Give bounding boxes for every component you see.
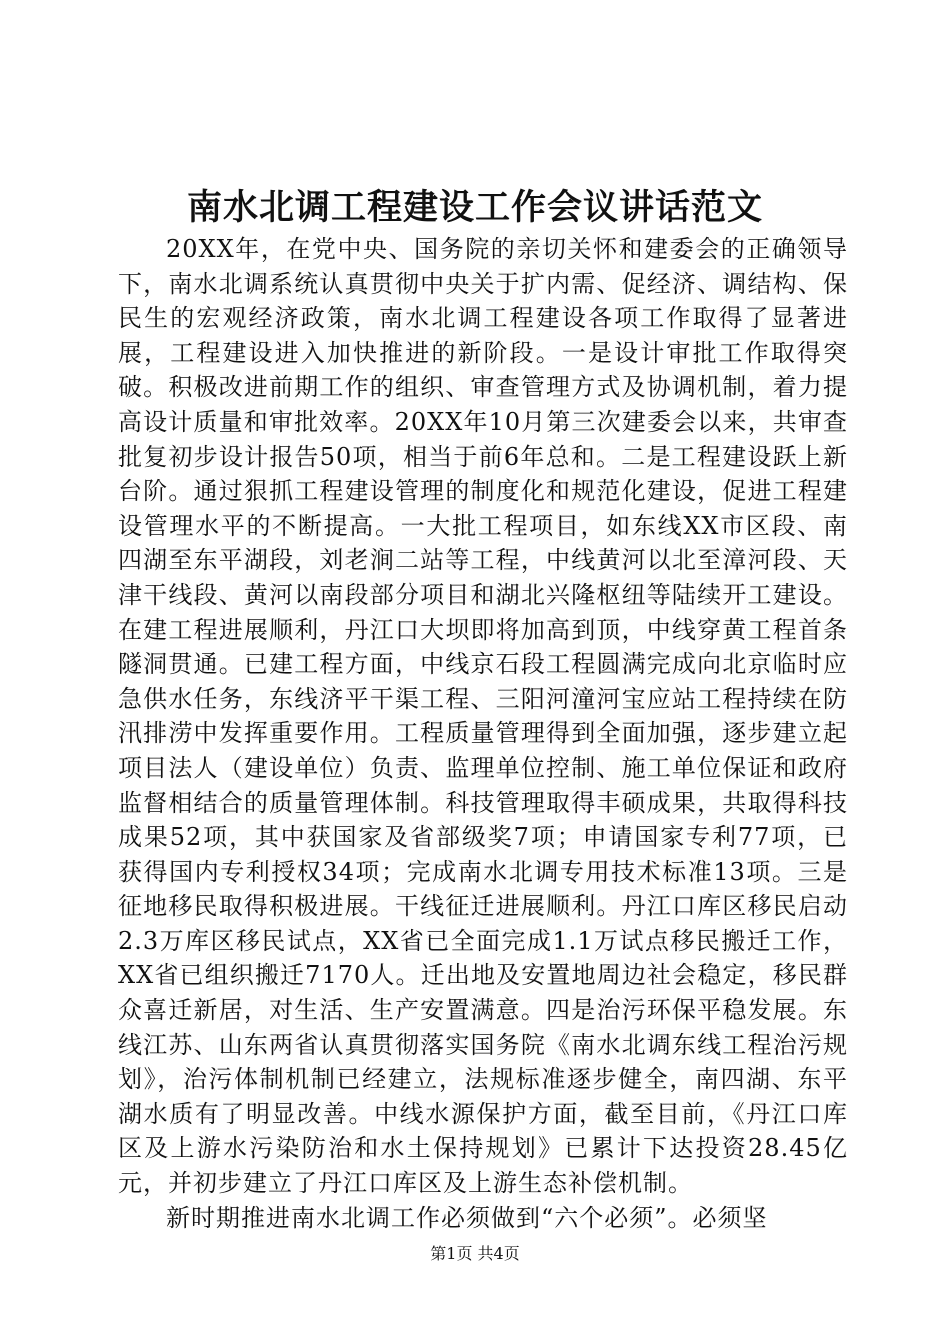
paragraph-2: 新时期推进南水北调工作必须做到“六个必须”。必须坚 [166,1203,768,1232]
page-footer: 第1页 共4页 [430,1244,520,1263]
document-title: 南水北调工程建设工作会议讲话范文 [186,187,763,228]
document-body [118,232,848,1235]
paragraph-1: 20XX年，在党中央、国务院的亲切关怀和建委会的正确领导下，南水北调系统认真贯彻中央关于扩内需、促经济、调结构、保民生的宏观经济政策，南水北调工程建设各项工作取得了显著进展，工程建设进入加快推进的新阶段。一是设计审批工作取得突破。积极改进前期工作的组织、审查管理方式及协调机制，着力提高设计质量和审批效率。20XX年10月第三次建委会以来，共审查批复初步设计报告50项，相当于前6年总和。二是工程建设跃上新台阶。通过狠抓工程建设管理的制度化和规范化建设，促进工程建设管理水平的不断提高。一大批工程项目，如东线XX市区段、南四湖至东平湖段，刘老涧二站等工程，中线黄河以北至漳河段、天津干线段、黄河以南段部分项目和湖北兴隆枢纽等陆续开工建设。在建工程进展顺利，丹江口大坝即将加高到顶，中线穿黄工程首条隧洞贯通。已建工程方面，中线京石段工程圆满完成向北京临时应急供水任务，东线济平干渠工程、三阳河潼河宝应站工程持续在防汛排涝中发挥重要作用。工程质量管理得到全面加强，逐步建立起项目法人（建设单位）负责、监理单位控制、施工单位保证和政府监督相结合的质量管理体制。科技管理取得丰硕成果，共取得科技成果52项，其中获国家及省部级奖7项；申请国家专利77项，已获得国内专利授权34项；完成南水北调专用技术标准13项。三是征地移民取得积极进展。干线征迁进展顺利。丹江口库区移民启动2.3万库区移民试点，XX省已全面完成1.1万试点移民搬迁工作，XX省已组织搬迁7170人。迁出地及安置地周边社会稳定，移民群众喜迁新居，对生活、生产安置满意。四是治污环保平稳发展。东线江苏、山东两省认真贯彻落实国务院《南水北调东线工程治污规划》，治污体制机制已经建立，法规标准逐步健全，南四湖、东平湖水质有了明显改善。中线水源保护方面，截至目前，《丹江口库区及上游水污染防治和水土保持规划》已累计下达投资28.45亿元，并初步建立了丹江口库区及上游生态补偿机制。 [118,235,848,1198]
